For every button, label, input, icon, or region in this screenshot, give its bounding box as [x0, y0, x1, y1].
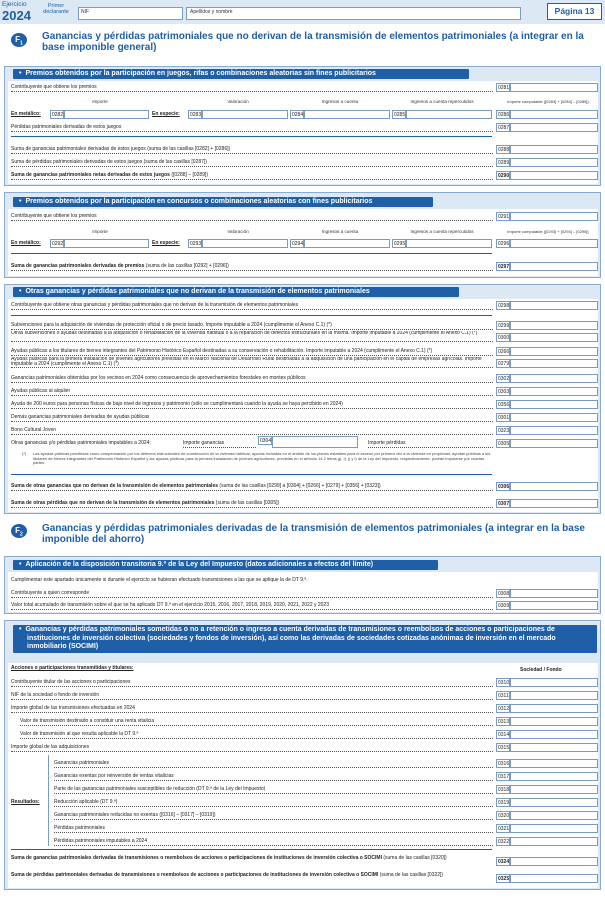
- code-0323: 0323: [498, 428, 510, 434]
- contests-suma-row: [11, 263, 493, 271]
- dt9-r2-input[interactable]: [510, 601, 598, 610]
- others-r10-per-input[interactable]: [510, 439, 598, 448]
- others-note: Las ayudas públicas percibidas como compensación por los defectos estructurales de construcción de la vivienda habitual, ayudas incluidas en el ámbito de los planes estatales para el acceso por primera vez a la vivienda en propiedad, ayudas públicas a los titulares de bienes integrantes del Patrimonio Histórico Español y las ayudas públicas para la primera instalación de jóvenes agricultores, previstas en el artículo 14.2 letras g), i), j) y l) de la Ley del Impuesto, respectivamente, podrán imputarse por cuartas partes.: [33, 452, 491, 466]
- code-0291: 0291: [498, 214, 510, 220]
- code-0286: 0286: [498, 112, 510, 118]
- code-0300: 0300: [498, 335, 510, 341]
- panel-others: [4, 284, 601, 514]
- iic-row-input[interactable]: [510, 678, 598, 687]
- page-header: [0, 0, 605, 24]
- panel-title-iic: • Ganancias y pérdidas patrimoniales sometidas o no a retención o ingreso a cuenta derivadas de transmisiones o reembolsos de acciones o participaciones de instituciones de inversión colectiva (sociedades y fondos de inversión), así como las derivadas de sociedades cotizadas anónimas de inversión en el mercado inmobiliario (SOCIMI): [13, 625, 597, 653]
- dt9-r1-label: Contribuyente a quien corresponde: [11, 590, 493, 598]
- iic-row-label: Importe global de las transmisiones efectuadas en 2024: [11, 705, 493, 713]
- iic-suma-gan-input[interactable]: [510, 857, 598, 866]
- iic-result-input[interactable]: [510, 759, 598, 768]
- iic-suma-per-label: Suma de pérdidas patrimoniales derivadas de transmisiones o reembolsos de acciones o participaciones de instituciones de inversión colectiva o SOCIMI: [11, 872, 379, 878]
- games-suma-gan-label: Suma de ganancias patrimoniales derivadas de estos juegos (suma de las casillas [0282] + [0286]): [11, 146, 493, 154]
- games-suma-gan-input[interactable]: [510, 145, 598, 154]
- others-r4-label: Ayudas públicas para la primera instalación de jóvenes agricultores previstas en el Marco Nacional de Desarrollo Rural destinadas a la adquisición de una participación en el capital de empresas agrícolas. Importe imputable a 2024 (cumplimente el Anexo C.1) (*): [11, 357, 493, 368]
- code-0321: 0321: [498, 826, 510, 832]
- code-0292: 0292: [52, 241, 64, 247]
- code-0282: 0282: [52, 112, 64, 118]
- code-0304: 0304: [260, 438, 272, 444]
- code-0284: 0284: [292, 112, 304, 118]
- contests-col-total: Importe computable ([0293] + [0294] – [0295]): [507, 229, 589, 234]
- games-perdidas-label: Pérdidas patrimoniales derivadas de estos juegos: [11, 124, 493, 132]
- year-label: Ejercicio: [2, 1, 27, 8]
- code-0314: 0314: [498, 732, 510, 738]
- code-0290: 0290: [498, 173, 510, 179]
- code-0320: 0320: [498, 813, 510, 819]
- iic-row-label: Valor de transmisión al que resulta aplicable la DT 9.ª: [20, 731, 493, 739]
- contests-col-ingresos: Ingresos a cuenta: [321, 229, 359, 234]
- others-r2-label: Otras subvenciones o ayudas destinadas a la adquisición o rehabilitación de la vivienda habitual o a la reparación de defectos estructurales en la misma. Importe imputable a 2024 (cumplimente el Anexo C.1) (*): [11, 331, 493, 342]
- code-0356: 0356: [498, 402, 510, 408]
- games-col-valoracion: Valoración: [227, 99, 249, 104]
- others-r1-label: Subvenciones para la adquisición de viviendas de protección oficial o de precio tasado. Importe imputable a 2024 (cumplimente el Anexo C.1) (*): [11, 322, 493, 330]
- year: 2024: [2, 8, 31, 23]
- games-ingresos-input[interactable]: [304, 110, 390, 119]
- others-r6-input[interactable]: [510, 387, 598, 396]
- others-r8-input[interactable]: [510, 413, 598, 422]
- code-0289: 0289: [498, 160, 510, 166]
- others-r5-label: Ganancias patrimoniales obtenidas por los vecinos en 2024 como consecuencia de aprovechamientos forestales en montes públicos: [11, 375, 493, 383]
- iic-row-label: Valor de transmisión destinado a constituir una renta vitalicia: [20, 718, 493, 726]
- contests-metalico-label: En metálico:: [11, 240, 41, 246]
- iic-result-label: Pérdidas patrimoniales imputables a 2024: [54, 838, 493, 846]
- iic-col-header: Sociedad / Fondo: [520, 667, 562, 673]
- panel-title-games: • Premios obtenidos por la participación en juegos, rifas o combinaciones aleatorias sin fines publicitarios: [13, 69, 469, 79]
- games-valoracion-input[interactable]: [202, 110, 288, 119]
- code-0306: 0306: [498, 484, 510, 490]
- games-suma-per-label: Suma de pérdidas patrimoniales derivadas de estos juegos (suma de las casillas [0287]): [11, 159, 493, 167]
- contests-ingresos-input[interactable]: [304, 239, 390, 248]
- iic-row-input[interactable]: [510, 743, 598, 752]
- others-r8-label: Demás ganancias patrimoniales derivadas de ayudas públicas: [11, 414, 493, 422]
- others-suma-per-row: [11, 500, 493, 508]
- code-0324: 0324: [498, 859, 510, 865]
- code-0312: 0312: [498, 706, 510, 712]
- games-suma-net-formula: ([0288] – [0289]): [171, 172, 209, 178]
- contests-metalico-input[interactable]: [64, 239, 149, 248]
- name-field[interactable]: [186, 7, 521, 20]
- games-suma-net-input[interactable]: [510, 171, 598, 180]
- others-r5-input[interactable]: [510, 374, 598, 383]
- others-suma-per-label: Suma de otras pérdidas que no derivan de la transmisión de elementos patrimoniales: [11, 500, 215, 506]
- iic-row-label: Importe global de las adquisiciones: [11, 744, 493, 752]
- code-0293: 0293: [190, 241, 202, 247]
- iic-row-input[interactable]: [510, 704, 598, 713]
- code-0301: 0301: [498, 415, 510, 421]
- code-0299: 0299: [498, 323, 510, 329]
- iic-result-input[interactable]: [510, 785, 598, 794]
- iic-suma-per-row: [11, 872, 493, 884]
- code-0322: 0322: [498, 839, 510, 845]
- panel-title-contests: • Premios obtenidos por la participación en concursos o combinaciones aleatorias con fines publicitarios: [13, 197, 433, 207]
- iic-result-label: Ganancias patrimoniales: [54, 760, 493, 768]
- others-r7-input[interactable]: [510, 400, 598, 409]
- iic-suma-gan-row: [11, 855, 493, 867]
- iic-suma-gan-label: Suma de ganancias patrimoniales derivadas de transmisiones o reembolsos de acciones o participaciones de instituciones de inversión colectiva o SOCIMI: [11, 855, 382, 861]
- others-r9-input[interactable]: [510, 426, 598, 435]
- nif-label: NIF: [81, 9, 90, 15]
- section-badge-f2: $F_2$: [11, 524, 27, 538]
- games-col-importe: Importe: [92, 99, 108, 104]
- others-suma-gan-formula: (suma de las casillas [0299] a [0304] + [0266] + [0279] + [0356] + [0323]): [219, 483, 381, 489]
- contests-suma-label: Suma de ganancias patrimoniales derivadas de premios: [11, 263, 145, 269]
- code-0302: 0302: [498, 376, 510, 382]
- code-0316: 0316: [498, 761, 510, 767]
- others-r10-gan-input[interactable]: [272, 436, 358, 448]
- iic-results-label: Resultados:: [11, 799, 40, 805]
- code-0315: 0315: [498, 745, 510, 751]
- section-title-f1: Ganancias y pérdidas patrimoniales que no derivan de la transmisión de elementos patrimoniales (a integrar en la base imponible general): [42, 31, 584, 53]
- games-contrib-input[interactable]: [510, 83, 598, 92]
- code-0311: 0311: [498, 693, 509, 699]
- code-0319: 0319: [498, 800, 510, 806]
- others-r3-label: Ayudas públicas a los titulares de bienes integrantes del Patrimonio Histórico Español destinadas a su conservación o rehabilitación. Importe imputable a 2024 (cumplimente el Anexo C.1) (*): [11, 348, 493, 356]
- iic-result-input[interactable]: [510, 798, 598, 807]
- code-0305: 0305: [498, 441, 510, 447]
- others-contrib-input[interactable]: [510, 301, 598, 310]
- games-metalico-label: En metálico:: [11, 111, 41, 117]
- iic-result-input[interactable]: [510, 811, 598, 820]
- code-0307: 0307: [498, 501, 510, 507]
- contests-contrib-input[interactable]: [510, 212, 598, 221]
- others-contrib-label: Contribuyente que obtiene otras ganancias y pérdidas patrimoniales que no derivan de la transmisión de elementos patrimoniales: [11, 302, 493, 310]
- others-r1-input[interactable]: [510, 321, 598, 330]
- games-repercutidos-input[interactable]: [406, 110, 492, 119]
- others-r10-per-label: Importe pérdidas: [368, 440, 493, 448]
- page-number: Página 13: [547, 3, 602, 20]
- contests-suma-formula: (suma de las casillas [0292] + [0296]): [145, 263, 229, 269]
- iic-result-label: Ganancias patrimoniales reducidas no exentas ([0316] – [0317] – [0319]): [54, 812, 493, 820]
- contests-repercutidos-input[interactable]: [406, 239, 492, 248]
- code-0296: 0296: [498, 241, 510, 247]
- contests-col-importe: Importe: [92, 229, 108, 234]
- games-col-repercutidos: Ingresos a cuenta repercutidos: [410, 99, 474, 104]
- iic-result-label: Parte de las ganancias patrimoniales susceptibles de reducción (DT 9.ª de la Ley del Impuesto): [54, 786, 493, 794]
- code-0303: 0303: [498, 389, 510, 395]
- code-0313: 0313: [498, 719, 510, 725]
- code-0287: 0287: [498, 125, 510, 131]
- others-r6-label: Ayudas públicas al alquiler: [11, 388, 493, 396]
- others-suma-gan-label: Suma de otras ganancias que no derivan de la transmisión de elementos patrimoniales: [11, 483, 219, 489]
- iic-sub-label: Acciones o participaciones transmitidas y titulares:: [11, 665, 134, 671]
- games-total-input[interactable]: [510, 110, 598, 119]
- games-col-ingresos: Ingresos a cuenta: [321, 99, 359, 104]
- code-0288: 0288: [498, 147, 510, 153]
- games-metalico-input[interactable]: [64, 110, 149, 119]
- iic-row-label: Contribuyente titular de las acciones o participaciones: [11, 679, 493, 687]
- iic-row-input[interactable]: [510, 730, 598, 739]
- iic-result-label: Pérdidas patrimoniales: [54, 825, 493, 833]
- code-0298: 0298: [498, 303, 510, 309]
- iic-suma-per-input[interactable]: [510, 874, 598, 883]
- contests-suma-input[interactable]: [510, 262, 598, 271]
- nif-field[interactable]: [78, 7, 183, 20]
- contests-especie-label: En especie:: [152, 240, 180, 246]
- contests-col-repercutidos: Ingresos a cuenta repercutidos: [410, 229, 474, 234]
- code-0279: 0279: [498, 361, 510, 367]
- iic-result-input[interactable]: [510, 824, 598, 833]
- contests-col-valoracion: Valoración: [227, 229, 249, 234]
- others-suma-per-input[interactable]: [510, 499, 598, 508]
- code-0266: 0266: [498, 349, 510, 355]
- code-0285: 0285: [394, 112, 406, 118]
- code-0318: 0318: [498, 787, 510, 793]
- iic-suma-per-formula: (suma de las casillas [0322]): [379, 872, 444, 878]
- code-0281: 0281: [498, 85, 510, 91]
- dt9-r2-label: Valor total acumulado de transmisión sobre el que se ha aplicado DT 9.ª en el ejercicio 2015, 2016, 2017, 2018, 2019, 2020, 2021, 2022 y 2023: [11, 602, 493, 610]
- code-0295: 0295: [394, 241, 406, 247]
- contests-total-input[interactable]: [510, 239, 598, 248]
- others-r10-gan-label: Importe ganancias: [183, 440, 256, 448]
- code-0294: 0294: [292, 241, 304, 247]
- code-0310: 0310: [498, 680, 510, 686]
- others-suma-per-formula: (suma de las casillas [0305]): [215, 500, 280, 506]
- iic-row-label: NIF de la sociedad o fondo de inversión: [11, 692, 493, 700]
- name-label: Apellidos y nombre: [190, 9, 233, 15]
- games-suma-per-input[interactable]: [510, 158, 598, 167]
- others-r2-input[interactable]: [510, 333, 598, 342]
- code-0308: 0308: [498, 591, 510, 597]
- section-badge-f1: $F_1$: [11, 33, 27, 47]
- contests-valoracion-input[interactable]: [202, 239, 288, 248]
- code-0325: 0325: [498, 876, 510, 882]
- iic-result-input[interactable]: [510, 772, 598, 781]
- panel-title-others: • Otras ganancias y pérdidas patrimoniales que no derivan de la transmisión de elementos patrimoniales: [13, 287, 459, 297]
- iic-result-label: Ganancias exentas por reinversión de rentas vitalicias: [54, 773, 493, 781]
- others-r7-label: Ayuda de 200 euros para personas físicas de bajo nivel de ingresos y patrimonio (sólo se cumplimentará cuando la ayuda se haya percibido en 2024): [11, 401, 493, 409]
- others-suma-gan-input[interactable]: [510, 482, 598, 491]
- others-note-mark: (*): [22, 451, 27, 456]
- games-perdidas-input[interactable]: [510, 123, 598, 132]
- dt9-r1-input[interactable]: [510, 589, 598, 598]
- code-0283: 0283: [190, 112, 202, 118]
- games-suma-net-row: [11, 172, 493, 180]
- code-0309: 0309: [498, 603, 510, 609]
- games-col-total: Importe computable ([0283] + [0284] – [0285]): [507, 99, 589, 104]
- code-0297: 0297: [498, 264, 510, 270]
- panel-title-dt9: • Aplicación de la disposición transitoria 9.ª de la Ley del Impuesto (datos adicionales a efectos del límite): [13, 560, 438, 570]
- games-suma-net-label: Suma de ganancias patrimoniales netas derivadas de estos juegos: [11, 172, 170, 178]
- declarant-label: Primer declarante: [43, 3, 69, 15]
- contests-contrib-label: Contribuyente que obtiene los premios: [11, 213, 493, 221]
- iic-result-label: Reducción aplicable (DT 9.ª): [54, 799, 493, 807]
- section-title-f2: Ganancias y pérdidas patrimoniales derivadas de la transmisión de elementos patrimoniales (a integrar en la base imponible del ahorro): [42, 523, 585, 545]
- games-especie-label: En especie:: [152, 111, 180, 117]
- iic-suma-gan-formula: (suma de las casillas [0320]): [383, 855, 447, 861]
- dt9-intro: Cumplimentar este apartado únicamente si durante el ejercicio se hubieran efectuado transmisiones a las que se aplique la de DT 9.ª.: [11, 577, 308, 583]
- others-r4-input[interactable]: [510, 359, 598, 368]
- code-0317: 0317: [498, 774, 510, 780]
- iic-row-input[interactable]: [510, 691, 598, 700]
- others-r3-input[interactable]: [510, 347, 598, 356]
- others-r10-label: Otras ganancias y/o pérdidas patrimoniales imputables a 2024:: [11, 440, 151, 446]
- games-contrib-label: Contribuyente que obtiene los premios: [11, 84, 493, 92]
- others-r9-label: Bono Cultural Joven: [11, 427, 493, 435]
- others-suma-gan-row: [11, 483, 493, 491]
- iic-row-input[interactable]: [510, 717, 598, 726]
- iic-result-input[interactable]: [510, 837, 598, 846]
